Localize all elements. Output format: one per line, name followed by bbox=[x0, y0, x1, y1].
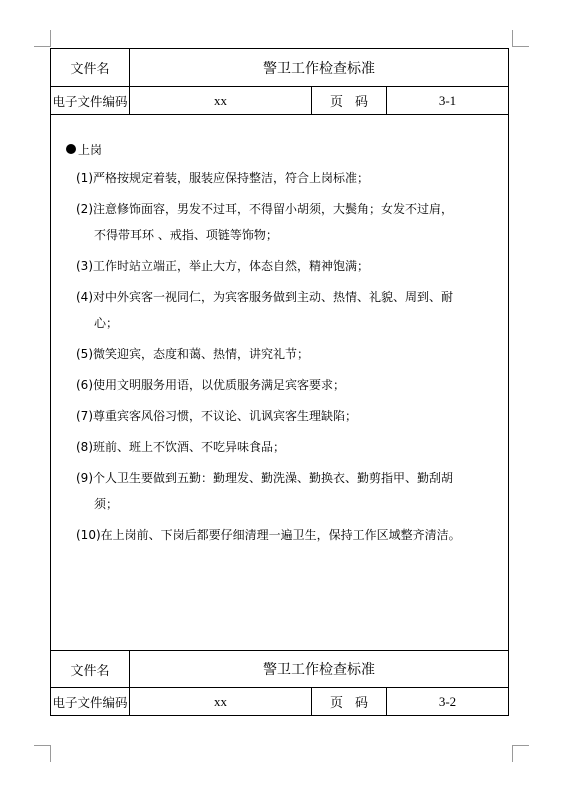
list-item-number: (2) bbox=[76, 202, 93, 216]
list-item-number: (4) bbox=[76, 290, 93, 304]
list-item-text: 使用文明服务用语，以优质服务满足宾客要求； bbox=[93, 378, 346, 392]
list-item-number: (5) bbox=[76, 347, 93, 361]
list-item-number: (8) bbox=[76, 440, 93, 454]
header-table-top bbox=[50, 48, 509, 115]
list-item bbox=[66, 522, 506, 548]
page-label: 页码 bbox=[312, 688, 387, 716]
rules-list bbox=[66, 165, 506, 548]
document-title: 警卫工作检查标准 bbox=[130, 651, 509, 688]
section-heading bbox=[66, 138, 506, 160]
list-item bbox=[66, 372, 506, 398]
list-item bbox=[66, 253, 506, 279]
list-item bbox=[66, 284, 506, 310]
list-item-number: (6) bbox=[76, 378, 93, 392]
list-item bbox=[66, 165, 506, 191]
list-item-text: 尊重宾客风俗习惯，不议论、讥讽宾客生理缺陷； bbox=[93, 409, 358, 423]
list-item bbox=[66, 434, 506, 460]
list-item-number: (7) bbox=[76, 409, 93, 423]
crop-mark-top-left bbox=[34, 30, 51, 47]
list-item-text: 工作时站立端正，举止大方，体态自然，精神饱满； bbox=[93, 259, 370, 273]
list-item-continuation: 须； bbox=[94, 497, 119, 511]
list-item-text: 注意修饰面容，男发不过耳，不得留小胡须，大鬓角；女发不过肩， bbox=[93, 202, 454, 216]
crop-mark-top-right bbox=[512, 30, 529, 47]
list-item-number: (10) bbox=[76, 528, 101, 542]
list-item bbox=[66, 196, 506, 222]
page-number: 3-1 bbox=[387, 87, 509, 115]
content-body bbox=[66, 138, 506, 548]
list-item-continuation: 心； bbox=[94, 316, 119, 330]
section-heading-text: 上岗 bbox=[78, 142, 103, 157]
list-item-text: 在上岗前、下岗后都要仔细清理一遍卫生，保持工作区域整齐清洁。 bbox=[100, 528, 461, 542]
file-name-label: 文件名 bbox=[51, 651, 130, 688]
list-item-text: 个人卫生要做到五勤：勤理发、勤洗澡、勤换衣、勤剪指甲、勤刮胡 bbox=[93, 471, 454, 485]
list-item-text: 班前、班上不饮酒、不吃异味食品； bbox=[93, 440, 286, 454]
crop-mark-bottom-right bbox=[512, 745, 529, 762]
crop-mark-bottom-left bbox=[34, 745, 51, 762]
list-item bbox=[66, 465, 506, 491]
list-item-number: (9) bbox=[76, 471, 93, 485]
list-item-text: 严格按规定着装，服装应保持整洁，符合上岗标准； bbox=[93, 171, 370, 185]
bullet-icon bbox=[66, 144, 76, 154]
header-table-bottom bbox=[50, 650, 509, 716]
list-item-text: 微笑迎宾，态度和蔼、热情，讲究礼节； bbox=[93, 347, 310, 361]
list-item-text: 对中外宾客一视同仁，为宾客服务做到主动、热情、礼貌、周到、耐 bbox=[93, 290, 454, 304]
e-file-code-label: 电子文件编码 bbox=[51, 87, 130, 115]
list-item-continuation: 不得带耳环 、戒指、项链等饰物； bbox=[94, 228, 278, 242]
list-item bbox=[66, 341, 506, 367]
page-label: 页码 bbox=[312, 87, 387, 115]
list-item-number: (3) bbox=[76, 259, 93, 273]
e-file-code-value: xx bbox=[130, 688, 312, 716]
e-file-code-label: 电子文件编码 bbox=[51, 688, 130, 716]
file-name-label: 文件名 bbox=[51, 49, 130, 87]
document-title: 警卫工作检查标准 bbox=[130, 49, 509, 87]
e-file-code-value: xx bbox=[130, 87, 312, 115]
list-item-number: (1) bbox=[76, 171, 93, 185]
page-number: 3-2 bbox=[387, 688, 509, 716]
list-item bbox=[66, 403, 506, 429]
